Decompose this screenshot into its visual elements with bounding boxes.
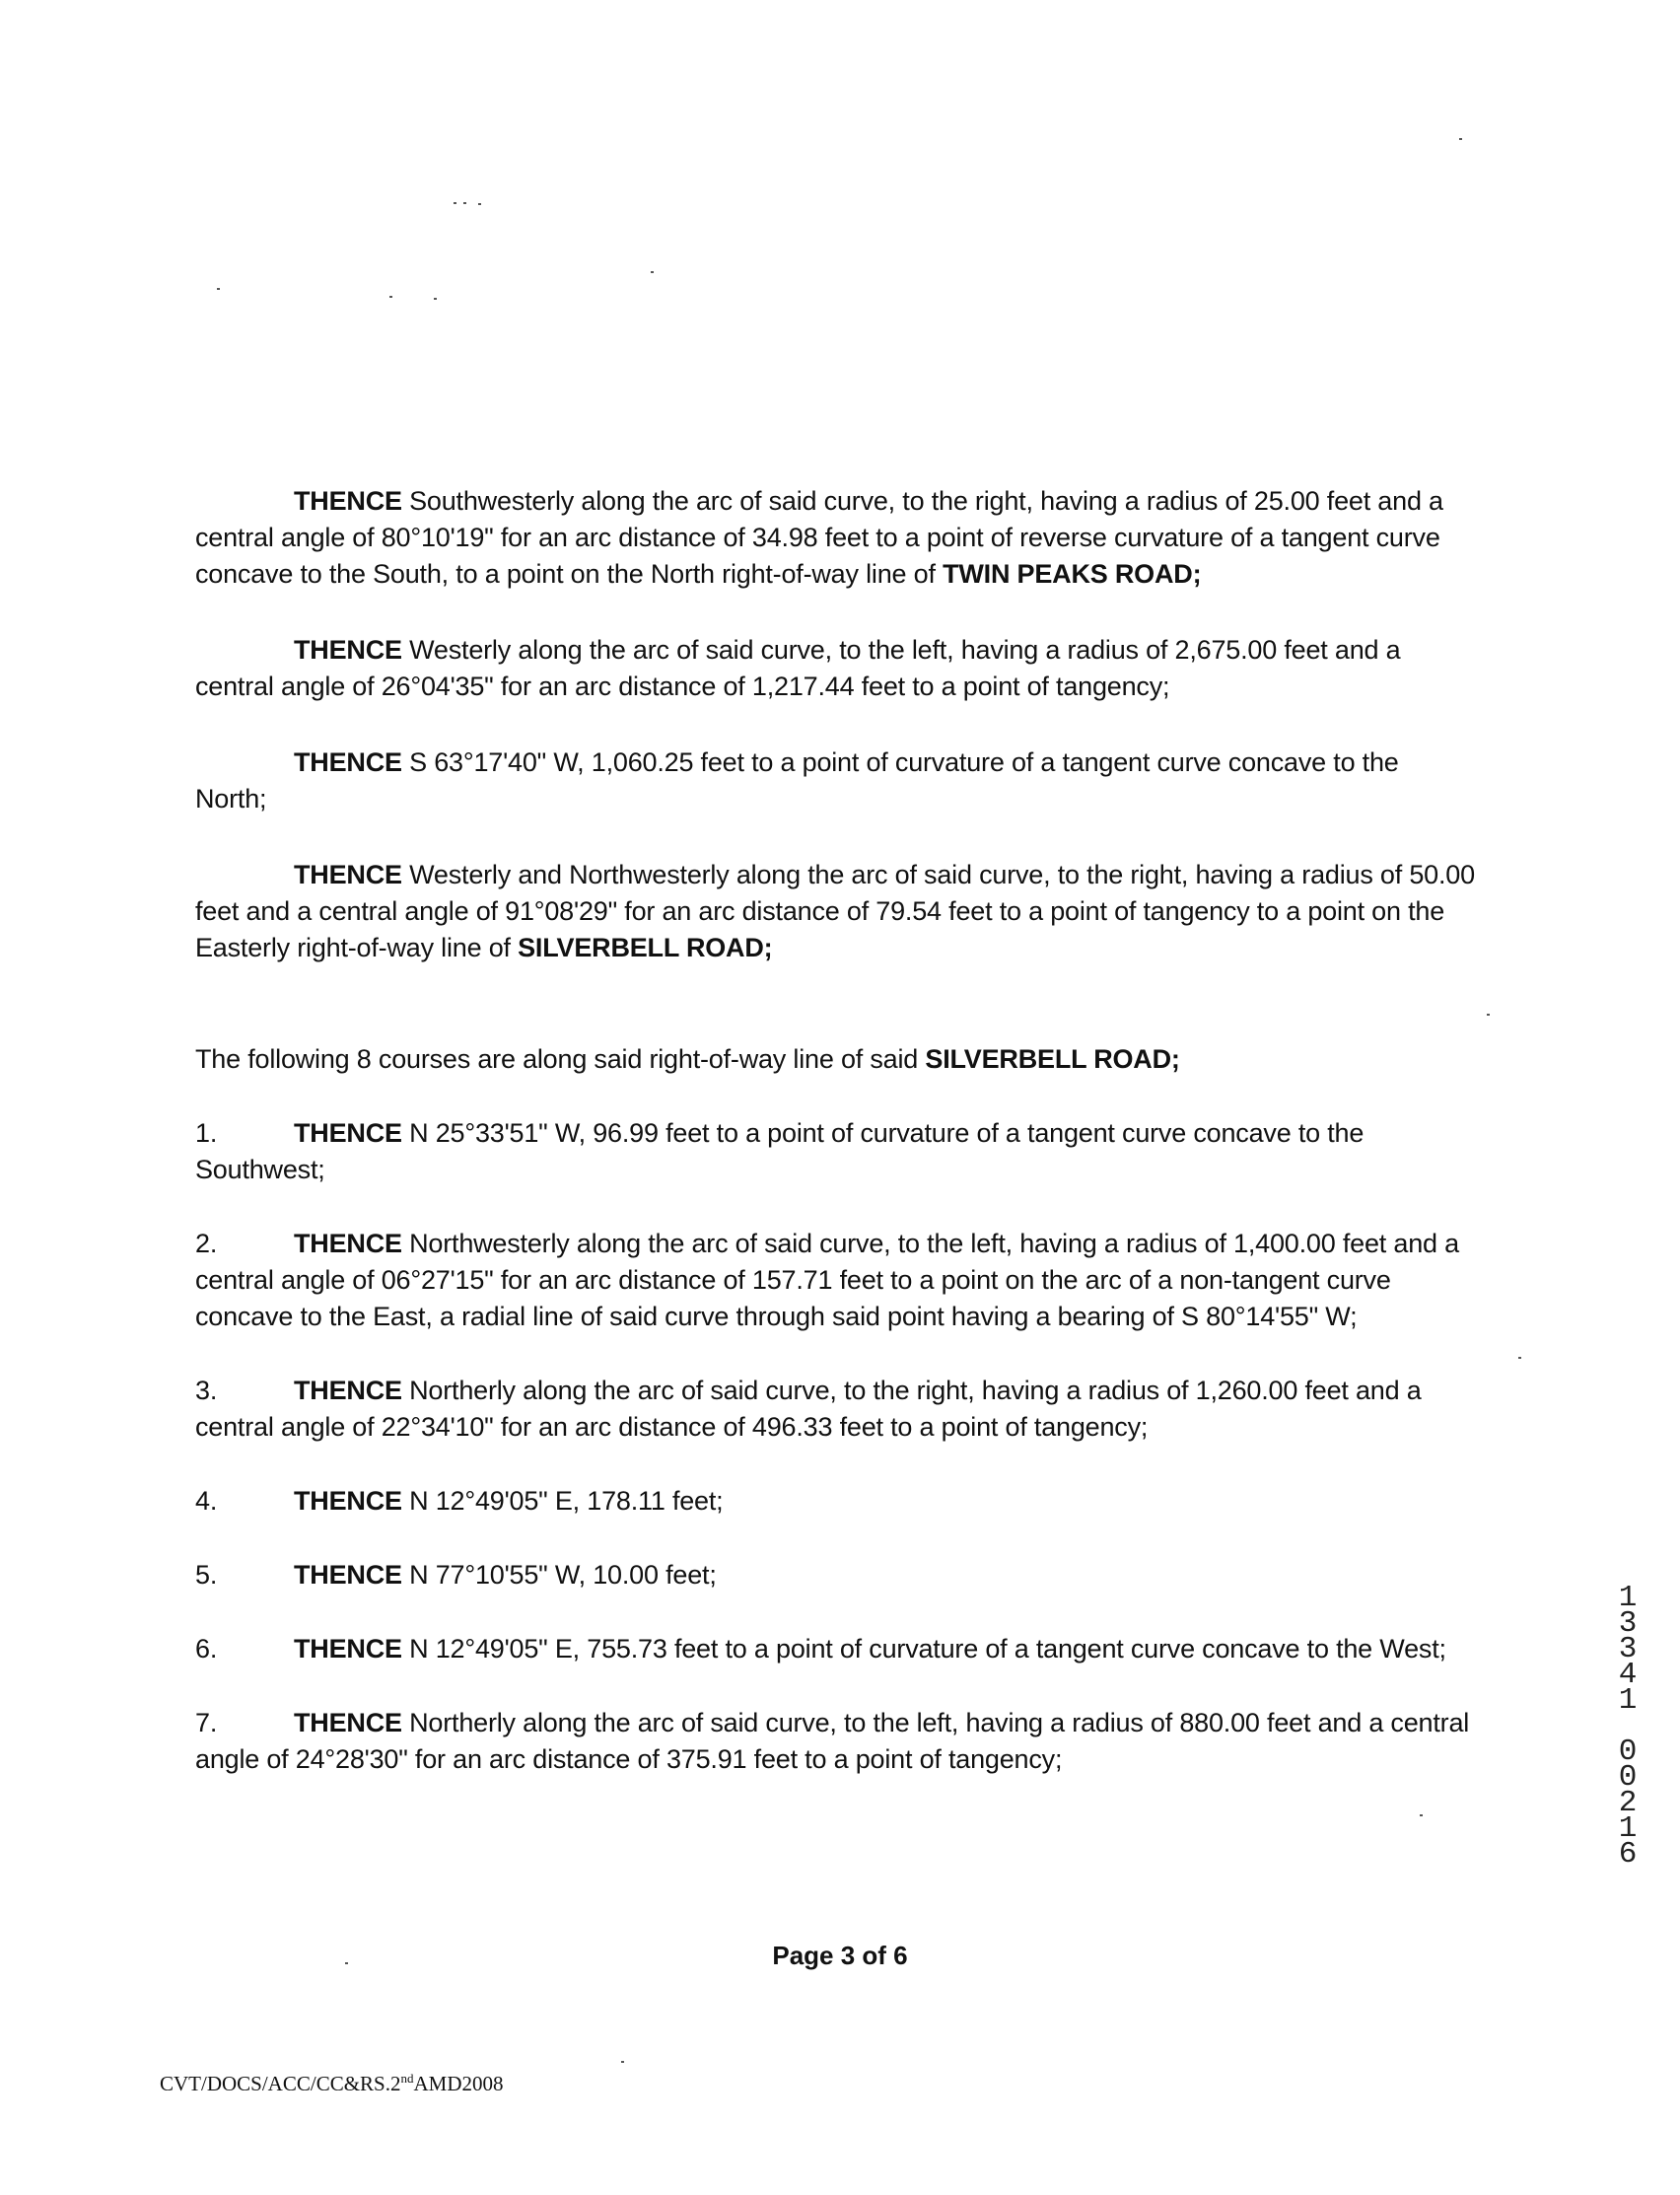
paragraph-4 <box>195 857 1477 966</box>
course-7 <box>195 1705 1477 1778</box>
courses-intro <box>195 1041 1477 1078</box>
course-number: 5. <box>195 1560 218 1590</box>
scan-speck <box>463 202 466 204</box>
stamp-digit: 4 <box>1618 1658 1638 1692</box>
scan-speck <box>454 202 456 204</box>
thence-keyword: THENCE <box>294 1118 402 1148</box>
stamp-digit: 6 <box>1618 1837 1638 1872</box>
course-5 <box>195 1557 1477 1593</box>
stamp-digit: 3 <box>1618 1632 1638 1666</box>
footer-suffix: AMD2008 <box>413 2072 504 2095</box>
footer-prefix: CVT/DOCS/ACC/CC&RS.2 <box>160 2072 401 2095</box>
stamp-digit: 0 <box>1618 1735 1638 1769</box>
paragraph-text: Southwesterly along the arc of said curve, to the right, having a radius of 25.00 feet and a central angle of 80°10'19" for an arc distance of 34.98 feet to a point of reverse curvature of a tangent curve concave to the South, to a point on the North right-of-way line of <box>195 486 1443 589</box>
scan-speck <box>434 298 437 300</box>
course-3 <box>195 1373 1477 1446</box>
course-2 <box>195 1226 1477 1335</box>
stamp-digit: 1 <box>1618 1581 1638 1615</box>
course-text: N 77°10'55" W, 10.00 feet; <box>401 1560 717 1590</box>
scan-speck <box>217 288 220 290</box>
course-text: N 25°33'51" W, 96.99 feet to a point of curvature of a tangent curve concave to the Southwest; <box>195 1118 1365 1184</box>
course-number: 1. <box>195 1118 218 1148</box>
paragraph-text: Westerly along the arc of said curve, to the left, having a radius of 2,675.00 feet and a central angle of 26°04'35" for an arc distance of 1,217.44 feet to a point of tangency; <box>195 635 1401 701</box>
paragraph-3 <box>195 744 1477 817</box>
course-number: 3. <box>195 1376 218 1405</box>
thence-keyword: THENCE <box>294 635 402 665</box>
paragraph-1 <box>195 483 1477 593</box>
intro-text: The following 8 courses are along said right-of-way line of said <box>195 1044 926 1074</box>
thence-keyword: THENCE <box>294 860 402 889</box>
stamp-digit: 3 <box>1618 1606 1638 1641</box>
course-text: N 12°49'05" E, 755.73 feet to a point of curvature of a tangent curve concave to the West; <box>401 1634 1446 1664</box>
footer-superscript: nd <box>400 2071 414 2086</box>
course-6 <box>195 1631 1477 1667</box>
thence-keyword: THENCE <box>294 1634 402 1664</box>
paragraph-2 <box>195 632 1477 705</box>
scan-speck <box>1518 1357 1521 1359</box>
stamp-digit: 2 <box>1618 1786 1638 1820</box>
thence-keyword: THENCE <box>294 1229 402 1258</box>
course-text: N 12°49'05" E, 178.11 feet; <box>401 1486 724 1516</box>
road-name: SILVERBELL ROAD; <box>925 1044 1180 1074</box>
scan-speck <box>651 271 654 273</box>
scan-speck <box>621 2061 624 2063</box>
thence-keyword: THENCE <box>294 1486 402 1516</box>
paragraph-text: Westerly and Northwesterly along the arc of said curve, to the right, having a radius of 50.00 feet and a central angle of 91°08'29" for an arc distance of 79.54 feet to a point of tangency to a point on the Easterly right-of-way line of <box>195 860 1475 962</box>
document-footer <box>160 2071 504 2096</box>
thence-keyword: THENCE <box>294 1560 402 1590</box>
thence-keyword: THENCE <box>294 1708 402 1737</box>
course-text: Northwesterly along the arc of said curve, to the left, having a radius of 1,400.00 feet and a central angle of 06°27'15" for an arc distance of 157.71 feet to a point on the arc of a non-tangent curve concave to the East, a radial line of said curve through said point having a bearing of S 80°14'55" W; <box>195 1229 1459 1331</box>
scan-speck <box>1487 1014 1490 1016</box>
course-text: Northerly along the arc of said curve, to the left, having a radius of 880.00 feet and a central angle of 24°28'30" for an arc distance of 375.91 feet to a point of tangency; <box>195 1708 1470 1774</box>
scan-speck <box>1420 1814 1423 1816</box>
course-number: 7. <box>195 1708 218 1737</box>
course-number: 2. <box>195 1229 218 1258</box>
course-4 <box>195 1483 1477 1520</box>
thence-keyword: THENCE <box>294 1376 402 1405</box>
thence-keyword: THENCE <box>294 747 402 777</box>
scan-speck <box>478 203 481 205</box>
stamp-digit: 1 <box>1618 1683 1638 1718</box>
thence-keyword: THENCE <box>294 486 402 516</box>
course-1 <box>195 1115 1477 1188</box>
road-name: SILVERBELL ROAD; <box>518 933 773 962</box>
scan-speck <box>389 296 392 298</box>
page-number: Page 3 of 6 <box>772 1941 908 1970</box>
recording-stamp <box>1613 1581 1643 1872</box>
stamp-digit: 0 <box>1618 1760 1638 1795</box>
course-text: Northerly along the arc of said curve, to the right, having a radius of 1,260.00 feet and a central angle of 22°34'10" for an arc distance of 496.33 feet to a point of tangency; <box>195 1376 1422 1442</box>
road-name: TWIN PEAKS ROAD; <box>943 559 1202 589</box>
stamp-digit: 1 <box>1618 1811 1638 1846</box>
legal-description-body <box>195 483 1477 1815</box>
course-number: 6. <box>195 1634 218 1664</box>
scan-speck <box>1459 138 1462 140</box>
course-number: 4. <box>195 1486 218 1516</box>
scan-speck <box>345 1962 348 1964</box>
paragraph-text: S 63°17'40" W, 1,060.25 feet to a point of curvature of a tangent curve concave to the North; <box>195 747 1399 814</box>
